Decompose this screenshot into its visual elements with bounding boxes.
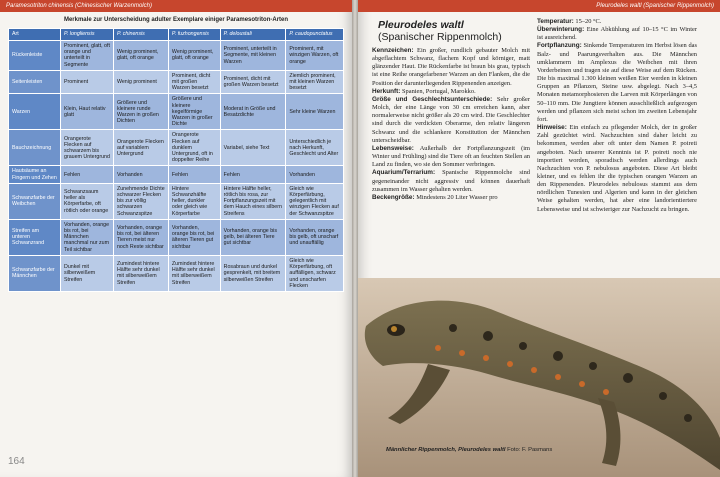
paragraph [537,18,697,26]
running-header-left: Paramesotriton chinensis (Chinesischer Warzenmolch) [0,0,352,12]
row-trait-label: Hautsäume an Fingern und Zehen [9,166,61,183]
table-cell: Klein, Haut relativ glatt [61,94,114,130]
row-trait-label: Rückenleiste [9,41,61,71]
table-row [9,183,344,219]
table-row [9,219,344,255]
species-scientific-name: Pleurodeles waltl [378,19,464,31]
table-cell: Prominent, glatt, oft orange und unterteilt in Segmente [61,41,114,71]
column-header-species: P. chinensis [113,29,168,41]
row-trait-label: Seitenleisten [9,70,61,94]
photo-caption [386,447,552,453]
column-header-species: P. caudopunctatus [286,29,344,41]
paragraph-lead: Temperatur: [537,18,574,25]
table-row [9,166,344,183]
table-cell: Orangerote Flecken auf variablem Untergrund [113,130,168,166]
paragraph [372,169,530,193]
table-cell: Orangerote Flecken auf dunklem Untergrund, oft in doppelter Reihe [168,130,220,166]
species-common-name: (Spanischer Rippenmolch) [378,31,502,43]
table-cell: Größere und kleinere kegelförmige Warzen in großer Dichte [168,94,220,130]
table-row [9,41,344,71]
paragraph [372,88,530,96]
table-cell: Zumindest hintere Hälfte sehr dunkel mit silberweißem Streifen [168,255,220,291]
table-cell: Fehlen [168,166,220,183]
table-cell: Hintere Hälfte heller, rötlich bis rosa, zur Fortpflanzungszeit mit dem Hauch eines silbern Streifens [220,183,286,219]
table-header-row [9,29,344,41]
paragraph-lead: Lebensweise: [372,144,414,152]
table-cell: Größere und kleinere runde Warzen in großen Dichten [113,94,168,130]
table-cell: Orangerote Flecken auf schwarzem bis grauem Untergrund [61,130,114,166]
paragraph-lead: Beckengröße: [372,193,415,201]
paragraph-text: Sinkende Temperaturen im Herbst lösen das Balz- und Paarungsverhalten aus. Die Männchen umklammern im Amplexus die Weibchen mit ihren Vorderbeinen und tragen sie auf diese Weise auf dem Rücken. Die bis maximal 1.300 kleinen weißen Eier werden in kleinen Gruppen an Pflanzen, Steine usw. abgelegt. Nach 3–4,5 Monaten metamorphosieren die Larven mit Körperlängen von 50–110 mm. Die Jungtiere können ausschließlich aufgezogen werden und pflanzen sich meist schon im zweiten Lebensjahr fort. [537,42,697,123]
table-row [9,70,344,94]
table-cell: Vorhanden [286,166,344,183]
row-trait-label: Schwanzfarbe der Weibchen [9,183,61,219]
paragraph-text: Außerhalb der Fortpflanzungszeit (im Winter und Frühling) sind die Tiere oft an feuchten Stellen an Land zu finden, wo sie den Sommer verbringen. [372,144,530,169]
paragraph [372,47,530,88]
table-row [9,255,344,291]
paragraph-lead: Aquarium/Terrarium: [372,169,436,177]
table-cell: Wenig prominent [113,70,168,94]
table-cell: Prominent, dicht mit großen Warzen besetzt [220,70,286,94]
table-cell: Vorhanden [113,166,168,183]
paragraph [537,42,697,124]
running-header-right: Pleurodeles waltl (Spanischer Rippenmolch) [358,0,720,12]
table-row [9,94,344,130]
paragraph [372,194,530,202]
text-column-left [372,47,530,202]
table-cell: Prominent, dicht mit großen Warzen besetzt [168,70,220,94]
column-header-art: Art [9,29,61,41]
paragraph-text: Eine Abkühlung auf 10–15 °C im Winter ist ausreichend. [537,26,697,42]
table-cell: Moderat in Größe und Besatzdichte [220,94,286,130]
table-cell: Hintere Schwanzhälfte heller, dunkler oder gleich wie Körperfarbe [168,183,220,219]
species-heading [378,19,538,43]
column-header-species: P. deloustali [220,29,286,41]
paragraph-lead: Hinweise: [537,124,567,132]
table-cell: Vorhanden, orange bis gelb, bei älteren Tiere gut sichtbar [220,219,286,255]
table-cell: Fehlen [61,166,114,183]
paragraph-text: Spanische Rippenmolche sind gegeneinander nicht aggressiv und können dauerhaft zusammen im Wasser gehalten werden. [372,169,530,193]
table-cell: Variabel, siehe Text [220,130,286,166]
table-cell: Rosabraun und dunkel gesprenkelt, mit breitem silberweißen Streifen [220,255,286,291]
table-cell: Prominent [61,70,114,94]
paragraph-lead: Überwinterung: [537,26,585,34]
table-title: Merkmale zur Unterscheidung adulter Exemplare einiger Paramesotriton-Arten [63,17,289,23]
row-trait-label: Warzen [9,94,61,130]
paragraph-lead: Herkunft: [372,87,401,95]
paragraph-lead: Fortpflanzung: [537,42,582,50]
row-trait-label: Schwanzfarbe der Männchen [9,255,61,291]
paragraph [537,124,697,214]
table-cell: Dunkel mit silberweißem Streifen [61,255,114,291]
table-cell: Prominent, unterteilt in Segmente, mit kleinen Warzen [220,41,286,71]
table-cell: Wenig prominent, glatt, oft orange [113,41,168,71]
paragraph [537,26,697,42]
left-page [0,0,352,477]
table-cell: Vorhanden, orange bis rot, bei älteren Tieren meist nur noch Reste sichtbar [113,219,168,255]
column-header-species: P. fuzhongensis [168,29,220,41]
table-body [9,41,344,292]
paragraph-text: Sehr großer Molch, der eine Länge von 30 cm erreichen kann, aber normalerweise nicht größer als 20 cm wird. Die Geschlechter sind durch die verdickten Oberarme, den relativ längeren Schwanz und die schlankere Konstitution der Männchen unterscheidbar. [372,95,530,144]
page-number-left: 164 [8,456,25,467]
table-cell: Zumindest hintere Hälfte sehr dunkel mit silberweißem Streifen [113,255,168,291]
paragraph-lead: Größe und Geschlechtsunterschiede: [372,95,493,103]
paragraph-text: Mindestens 20 Liter Wasser pro [414,193,498,201]
column-header-species: P. longliensis [61,29,114,41]
table-row [9,130,344,166]
table-cell: Schwanzsaum heller als Körperfarbe, oft rötlich oder orange [61,183,114,219]
table-cell: Ziemlich prominent, mit kleinen Warzen besetzt [286,70,344,94]
table-cell: Fehlen [220,166,286,183]
table-cell: Prominent, mit winzigen Warzen, oft orange [286,41,344,71]
paragraph-lead: Kennzeichen: [372,47,414,54]
row-trait-label: Bauchzeichnung [9,130,61,166]
table-cell: Sehr kleine Warzen [286,94,344,130]
paragraph-text: Ein einfach zu pflegender Molch, der in großer Zahl gezüchtet wird. Nachzuchten sind daher leicht zu bekommen, werden aber oft unter dem Namen P. poireti angeboten. Nach unserer Kenntnis ist P. poireti noch nie importiert worden, sporadisch werden allerdings auch Nachzuchten von P. nebulosus angeboten. Diese Art bleibt kleiner, und es fehlen ihr die typischen orangen Warzen an den Rippenenden. Pleurodeles nebulosus stammt aus dem nördlichen Tunesien und Algerien und kann in der gleichen Weise gehalten werden, hat aber eine landorientiertere Lebensweise und ist schwieriger zur Nachzucht zu bringen. [537,124,697,213]
caption-text: Männlicher Rippenmolch, Pleurodeles waltl [386,447,506,453]
paragraph [372,96,530,145]
table-cell: Unterschiedlich je nach Herkunft, Geschlecht und Alter [286,130,344,166]
table-cell: Gleich wie Körperfärbung, gelegentlich mit winzigen Flecken auf der Schwanzspitze [286,183,344,219]
table-cell: Vorhanden, orange bis rot, bei Männchen manchmal nur zum Teil sichtbar [61,219,114,255]
comparison-table [8,28,344,292]
table-cell: Zunehmende Dichte schwarzer Flecken bis zur völlig schwarzen Schwanzspitze [113,183,168,219]
table-cell: Wenig prominent, glatt, oft orange [168,41,220,71]
photo-credit: Foto: F. Pasmans [507,447,553,453]
text-column-right [537,18,697,214]
paragraph-text: Spanien, Portugal, Marokko. [400,87,476,95]
table-cell: Vorhanden, orange bis gelb, oft unscharf und unauffällig [286,219,344,255]
paragraph-text: Ein großer, rundlich gebauter Molch mit abgeflachtem Schwanz, flachem Kopf und körniger, matt glänzender Haut. Die Rückenfarbe ist braun bis grau, typisch ist eine Reihe orangefarbener Warzen an den Flanken, die die Position der darunterliegenden Rippenenden anzeigen. [372,47,530,87]
table-cell: Gleich wie Körperfärbung, oft auffälligen, schwarz und unscharfen Flecken [286,255,344,291]
table-cell: Vorhanden, orange bis rot, bei älteren Tieren gut sichtbar [168,219,220,255]
paragraph [372,145,530,169]
row-trait-label: Streifen am unteren Schwanzrand [9,219,61,255]
paragraph-text: 15–20 °C. [573,18,602,25]
